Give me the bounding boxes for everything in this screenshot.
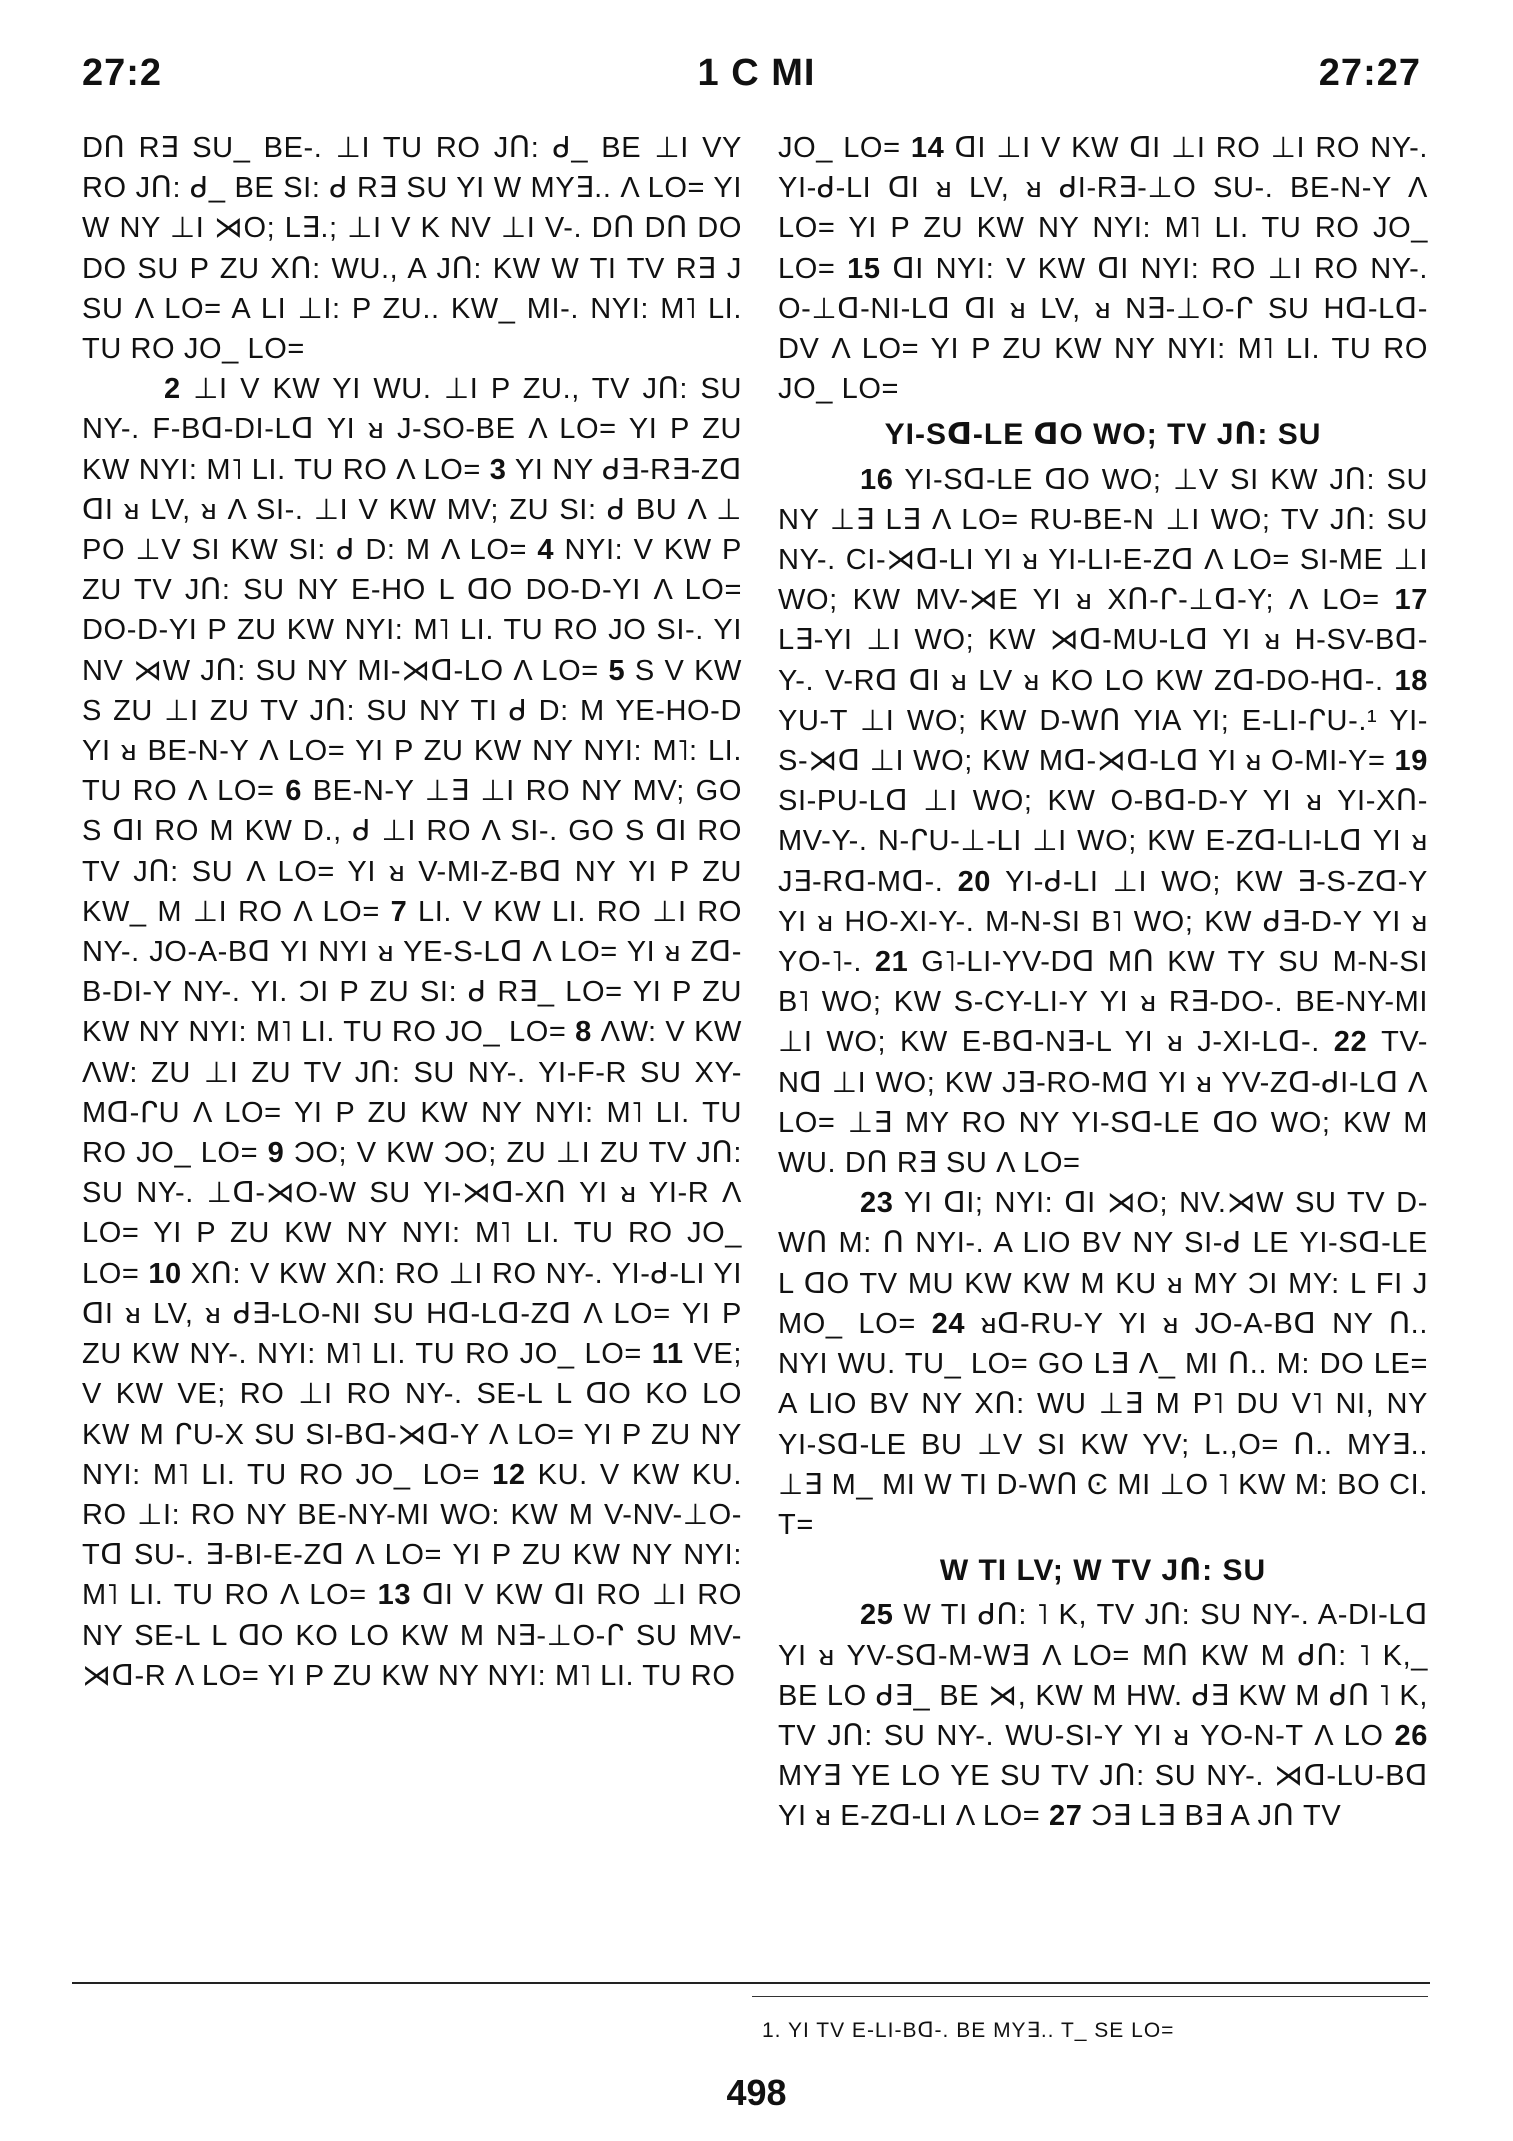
verse-number: 17 [1394,584,1428,617]
footnote: 1. YI TV E-LI-Bᗡ-. BE MY∃.. T_ SE LO= [762,2019,1175,2042]
verse-text: SI-PU-Lᗡ ⊥I WO; KW O-Bᗡ-D-Y YI ᴚ YI-XՈ-MV-Y-. N-ᒋU-⊥-LI ⊥I WO; KW E-Zᗡ-LI-Lᗡ YI ᴚ J∃-Rᗡ-Mᗡ-. [778,785,1428,898]
book-title: 1 C MI [697,52,816,94]
verse-text: S V KW S ZU ⊥I ZU TV JՈ: SU NY TI ᑯ D: M YE-HO-D YI ᴚ BE-N-Y Λ LO= YI P ZU KW NY NYI: M˥: LI. TU RO Λ LO= [82,654,742,808]
verse-number: 9 [267,1137,285,1170]
verse-number: 5 [608,654,626,687]
paragraph [778,1595,1428,1836]
verse-text: XՈ: V KW XՈ: RO ⊥I RO NY-. YI-ᑯ-LI YI ꓷI ᴚ LV, ᴚ ᑯ∃-LO-NI SU Hᗡ-Lᗡ-Zᗡ Λ LO= YI P ZU KW NY-. NYI: M˥ LI. TU RO JO_ LO= [82,1257,742,1371]
paragraph [778,1183,1428,1545]
verse-text: VE; V KW VE; RO ⊥I RO NY-. SE-L L ꓷO KO LO KW M ᒋU-X SU SI-Bᗡ-⋊ᗡ-Y Λ LO= YI P ZU NY NYI: M˥ LI. TU RO JO_ LO= [82,1338,743,1491]
verse-text: YI-ᑯ-LI ⊥I WO; KW ∃-S-Zᗡ-Y YI ᴚ HO-XI-Y-. M-N-SI B˥ WO; KW ᑯ∃-D-Y YI ᴚ YO-˥-. [778,865,1428,979]
verse-number: 13 [377,1579,412,1612]
verse-text: YI ꓷI; NYI: ꓷI ⋊O; NV.⋊W SU TV D-WՈ M: Ո NYI-. A LIO BV NY SI-ᑯ LE YI-Sᗡ-LE L ꓷO TV MU KW KW M KU ᴚ MY ƆI MY: L FI J MO_ LO= [778,1187,1428,1340]
paragraph [778,128,1428,409]
verse-number: 15 [847,252,881,285]
verse-number: 7 [390,895,408,928]
verse-number: 25 [860,1599,894,1632]
verse-text: L∃-YI ⊥I WO; KW ⋊ᗡ-MU-Lᗡ YI ᴚ H-SV-Bᗡ-Y-. V-Rᗡ ꓷI ᴚ LV ᴚ KO LO KW Zᗡ-DO-Hᗡ-. [778,624,1428,697]
verse-text: ꓷI ⊥I V KW ꓷI ⊥I RO ⊥I RO NY-. YI-ᑯ-LI ꓷI ᴚ LV, ᴚ ᑯI-R∃-⊥O SU-. BE-N-Y Λ LO= YI P ZU KW NY NYI: M˥ LI. TU RO JO_ LO= [778,132,1428,285]
verse-text: ꓷI NYI: V KW ꓷI NYI: RO ⊥I RO NY-. O-⊥ᗡ-NI-Lᗡ ꓷI ᴚ LV, ᴚ N∃-⊥O-ᒋ SU Hᗡ-Lᗡ-DV Λ LO= YI P ZU KW NY NYI: M˥ LI. TU RO JO_ LO= [778,252,1428,406]
verse-text: YI-Sᗡ-LE ꓷO WO; ⊥V SI KW JՈ: SU NY ⊥∃ L∃ Λ LO= RU-BE-N ⊥I WO; TV JՈ: SU NY-. CI-⋊ᗡ-LI YI ᴚ YI-LI-E-Zᗡ Λ LO= SI-ME ⊥I WO; KW MV-⋊E YI ᴚ XՈ-ᒋ-⊥ᗡ-Y; Λ LO= [778,463,1428,617]
footnote-rule [752,1996,1428,1997]
verse-text: BE-N-Y ⊥∃ ⊥I RO NY MV; GO S ꓷI RO M KW D., ᑯ ⊥I RO Λ SI-. GO S ꓷI RO TV JՈ: SU Λ LO= YI ᴚ V-MI-Z-Bᗡ NY YI P ZU KW_ M ⊥I RO Λ LO= [82,775,742,928]
section-heading: W TI LV; W TV JՈ: SU [939,1554,1267,1588]
chapter-verse-end: 27:27 [1318,52,1421,94]
verse-number: 4 [537,534,555,567]
verse-number: 23 [860,1187,894,1220]
verse-text: ᴚᗡ-RU-Y YI ᴚ JO-A-Bᗡ NY Ո.. NYI WU. TU_ LO= GO L∃ Λ_ MI Ո.. M: DO LE= A LIO BV NY XՈ: WU ⊥∃ M P˥ DU V˥ NI, NY YI-Sᗡ-LE BU ⊥V SI KW YV; L.,O= Ո.. MY∃.. ⊥∃ M_ MI W TI D-WՈ Ͼ MI ⊥O ˥ KW M: BO CI. T= [778,1307,1428,1541]
verse-text: ΛW: V KW ΛW: ZU ⊥I ZU TV JՈ: SU NY-. YI-F-R SU XY-Mᗡ-ᒋU Λ LO= YI P ZU KW NY NYI: M˥ LI. TU RO JO_ LO= [82,1016,743,1170]
verse-number: 19 [1394,745,1428,778]
verse-text: NYI: V KW P ZU TV JՈ: SU NY E-HO L ꓷO DO-D-YI Λ LO= DO-D-YI P ZU KW NYI: M˥ LI. TU RO JO SI-. YI NV ⋊W JՈ: SU NY MI-⋊ᗡ-LO Λ LO= [82,534,742,687]
verse-text: YI NY ᑯ∃-R∃-Zᗡ ꓷI ᴚ LV, ᴚ Λ SI-. ⊥I V KW MV; ZU SI: ᑯ BU Λ ⊥ PO ⊥V SI KW SI: ᑯ D: M Λ LO= [82,453,742,567]
verse-number: 26 [1394,1719,1428,1752]
verse-text: KU. V KW KU. RO ⊥I: RO NY BE-NY-MI WO: KW M V-NV-⊥O-Tᗡ SU-. ∃-BI-E-Zᗡ Λ LO= YI P ZU KW NY NYI: M˥ LI. TU RO Λ LO= [82,1458,742,1612]
verse-number: 11 [651,1338,684,1371]
verse-text: MY∃ YE LO YE SU TV JՈ: SU NY-. ⋊ᗡ-LU-Bᗡ YI ᴚ E-Zᗡ-LI Λ LO= [778,1760,1428,1833]
verse-number: 22 [1333,1026,1368,1059]
section-heading: YI-Sᗡ-LE ꓷO WO; TV JՈ: SU [884,418,1322,452]
verse-text: YU-T ⊥I WO; KW D-WՈ YIA YI; E-LI-ᒋU-.¹ YI-S-⋊ᗡ ⊥I WO; KW Mᗡ-⋊ᗡ-Lᗡ YI ᴚ O-MI-Y= [778,704,1428,778]
verse-number: 12 [492,1458,526,1491]
verse-text: W TI ᑯՈ: ˥ K, TV JՈ: SU NY-. A-DI-Lᗡ YI ᴚ YV-Sᗡ-M-W∃ Λ LO= MՈ KW M ᑯՈ: ˥ K,_ BE LO ᑯ∃_ BE ⋊, KW M HW. ᑯ∃ KW M ᑯՈ ˥ K, TV JՈ: SU NY-. WU-SI-Y YI ᴚ YO-N-T Λ LO [778,1599,1428,1752]
verse-text: LI. V KW LI. RO ⊥I RO NY-. JO-A-Bᗡ YI NYI ᴚ YE-S-Lᗡ Λ LO= YI ᴚ Zᗡ-B-DI-Y NY-. YI. ƆI P ZU SI: ᑯ R∃_ LO= YI P ZU KW NY NYI: M˥ LI. TU RO JO_ LO= [82,895,742,1049]
verse-text: ꓷI V KW ꓷI RO ⊥I RO NY SE-L L ꓷO KO LO KW M N∃-⊥O-ᒋ SU MV-⋊ᗡ-R Λ LO= YI P ZU KW NY NYI: M˥ LI. TU RO [82,1579,742,1692]
verse-number: 8 [575,1016,592,1049]
paragraph [82,128,742,369]
bottom-rule [72,1982,1430,1984]
verse-number: 10 [148,1257,182,1290]
verse-number: 2 [164,373,181,406]
verse-number: 6 [285,775,302,808]
verse-number: 24 [931,1307,966,1340]
chapter-verse-start: 27:2 [82,52,163,94]
verse-number: 27 [1048,1800,1083,1833]
verse-number: 16 [860,463,894,496]
verse-text: ⊥I V KW YI WU. ⊥I P ZU., TV JՈ: SU NY-. F-Bᗡ-DI-Lᗡ YI ᴚ J-SO-BE Λ LO= YI P ZU KW NYI: M˥ LI. TU RO Λ LO= [82,373,742,486]
verse-number: 3 [489,453,507,486]
verse-number: 14 [910,132,945,164]
verse-text: ƆO; V KW ƆO; ZU ⊥I ZU TV JՈ: SU NY-. ⊥ᗡ-⋊O-W SU YI-⋊ᗡ-XՈ YI ᴚ YI-R Λ LO= YI P ZU KW NY NYI: M˥ LI. TU RO JO_ LO= [82,1137,742,1290]
verse-text: DՈ R∃ SU_ BE-. ⊥I TU RO JՈ: ᑯ_ BE ⊥I VY RO JՈ: ᑯ_ BE SI: ᑯ R∃ SU YI W MY∃.. Λ LO= YI W NY ⊥I ⋊O; L∃.; ⊥I V K NV ⊥I V-. DՈ DՈ DO DO SU P ZU XՈ: WU., A JՈ: KW W TI TV R∃ J SU Λ LO= A LI ⊥I: P ZU.. KW_ MI-. NYI: M˥ LI. TU RO JO_ LO= [82,132,742,366]
right-text-column [778,128,1428,1837]
verse-text: Ɔ∃ L∃ B∃ A JՈ TV [1082,1800,1342,1833]
verse-number: 20 [957,865,992,898]
left-text-column [82,128,742,1696]
verse-text: TV-Nᗡ ⊥I WO; KW J∃-RO-Mᗡ YI ᴚ YV-Zᗡ-ᑯI-Lᗡ Λ LO= ⊥∃ MY RO NY YI-Sᗡ-LE ꓷO WO; KW M WU. DՈ R∃ SU Λ LO= [778,1026,1428,1180]
verse-text: JO_ LO= [778,132,911,164]
verse-number: 18 [1394,664,1428,697]
verse-number: 21 [874,946,909,979]
page-number: 498 [726,2072,787,2113]
verse-text: G˥-LI-YV-Dᗡ MՈ KW TY SU M-N-SI B˥ WO; KW S-CY-LI-Y YI ᴚ R∃-DO-. BE-NY-MI ⊥I WO; KW E-Bᗡ-N∃-L YI ᴚ J-XI-Lᗡ-. [778,946,1428,1059]
paragraph [778,460,1428,1184]
paragraph [82,369,742,1696]
